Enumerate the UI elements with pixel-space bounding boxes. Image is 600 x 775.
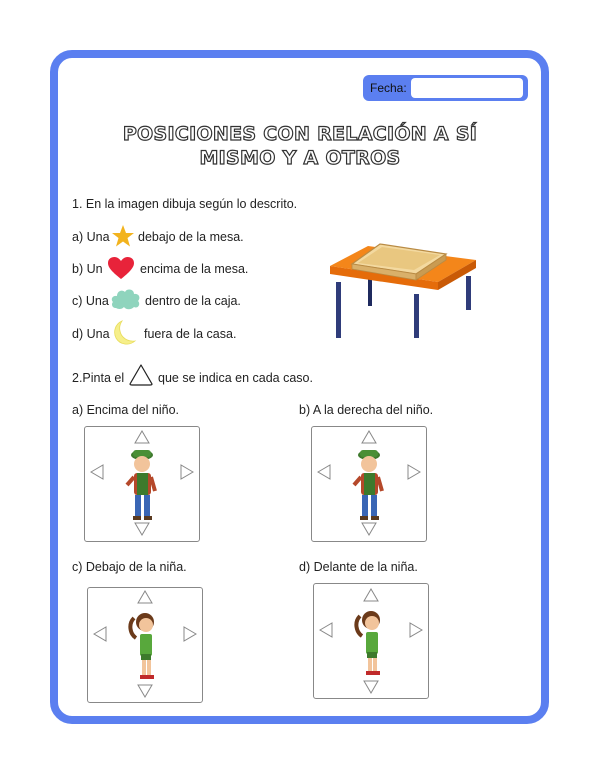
date-input[interactable] bbox=[411, 78, 523, 98]
arrow-right-button[interactable] bbox=[408, 465, 420, 479]
case-a-label: a) Encima del niño. bbox=[72, 403, 180, 417]
arrow-right-button[interactable] bbox=[410, 623, 422, 637]
arrow-up-button[interactable] bbox=[362, 431, 376, 443]
position-card-a bbox=[84, 426, 200, 542]
page-title bbox=[90, 122, 510, 170]
item-b-suffix: encima de la mesa. bbox=[140, 262, 249, 276]
table-with-box-image bbox=[328, 236, 478, 340]
item-a-prefix: a) Una bbox=[72, 230, 110, 244]
arrow-up-button[interactable] bbox=[364, 589, 378, 601]
case-b-label: b) A la derecha del niño. bbox=[299, 403, 434, 417]
cloud-icon bbox=[110, 287, 142, 311]
arrow-left-button[interactable] bbox=[318, 465, 330, 479]
case-c-label: c) Debajo de la niña. bbox=[72, 560, 187, 574]
arrow-left-button[interactable] bbox=[94, 627, 106, 641]
arrow-right-button[interactable] bbox=[181, 465, 193, 479]
arrow-down-button[interactable] bbox=[138, 685, 152, 697]
title-line-2: MISMO Y A OTROS bbox=[199, 147, 401, 169]
item-c-prefix: c) Una bbox=[72, 294, 109, 308]
star-icon bbox=[111, 224, 135, 248]
arrow-left-button[interactable] bbox=[320, 623, 332, 637]
item-c-suffix: dentro de la caja. bbox=[145, 294, 241, 308]
girl-figure bbox=[356, 611, 380, 675]
item-a-suffix: debajo de la mesa. bbox=[138, 230, 244, 244]
item-d-prefix: d) Una bbox=[72, 327, 110, 341]
triangle-icon bbox=[128, 363, 154, 387]
arrow-down-button[interactable] bbox=[362, 523, 376, 535]
arrow-up-button[interactable] bbox=[135, 431, 149, 443]
section2-instruction-pre: 2.Pinta el bbox=[72, 371, 125, 385]
case-d-label: d) Delante de la niña. bbox=[299, 560, 418, 574]
arrow-down-button[interactable] bbox=[364, 681, 378, 693]
item-b-prefix: b) Un bbox=[72, 262, 103, 276]
heart-icon bbox=[107, 256, 135, 280]
position-card-c bbox=[87, 587, 203, 703]
girl-figure bbox=[130, 613, 154, 679]
position-card-b bbox=[311, 426, 427, 542]
moon-icon bbox=[112, 319, 138, 347]
date-label: Fecha: bbox=[370, 81, 407, 95]
section1-instruction: 1. En la imagen dibuja según lo descrito. bbox=[72, 197, 298, 211]
boy-figure bbox=[127, 450, 155, 520]
arrow-left-button[interactable] bbox=[91, 465, 103, 479]
arrow-right-button[interactable] bbox=[184, 627, 196, 641]
arrow-down-button[interactable] bbox=[135, 523, 149, 535]
date-field bbox=[363, 75, 528, 101]
item-d-suffix: fuera de la casa. bbox=[144, 327, 237, 341]
section2-instruction-post: que se indica en cada caso. bbox=[158, 371, 313, 385]
title-line-1: POSICIONES CON RELACIÓN A SÍ bbox=[122, 123, 478, 145]
arrow-up-button[interactable] bbox=[138, 591, 152, 603]
position-card-d bbox=[313, 583, 429, 699]
boy-figure bbox=[354, 450, 382, 520]
